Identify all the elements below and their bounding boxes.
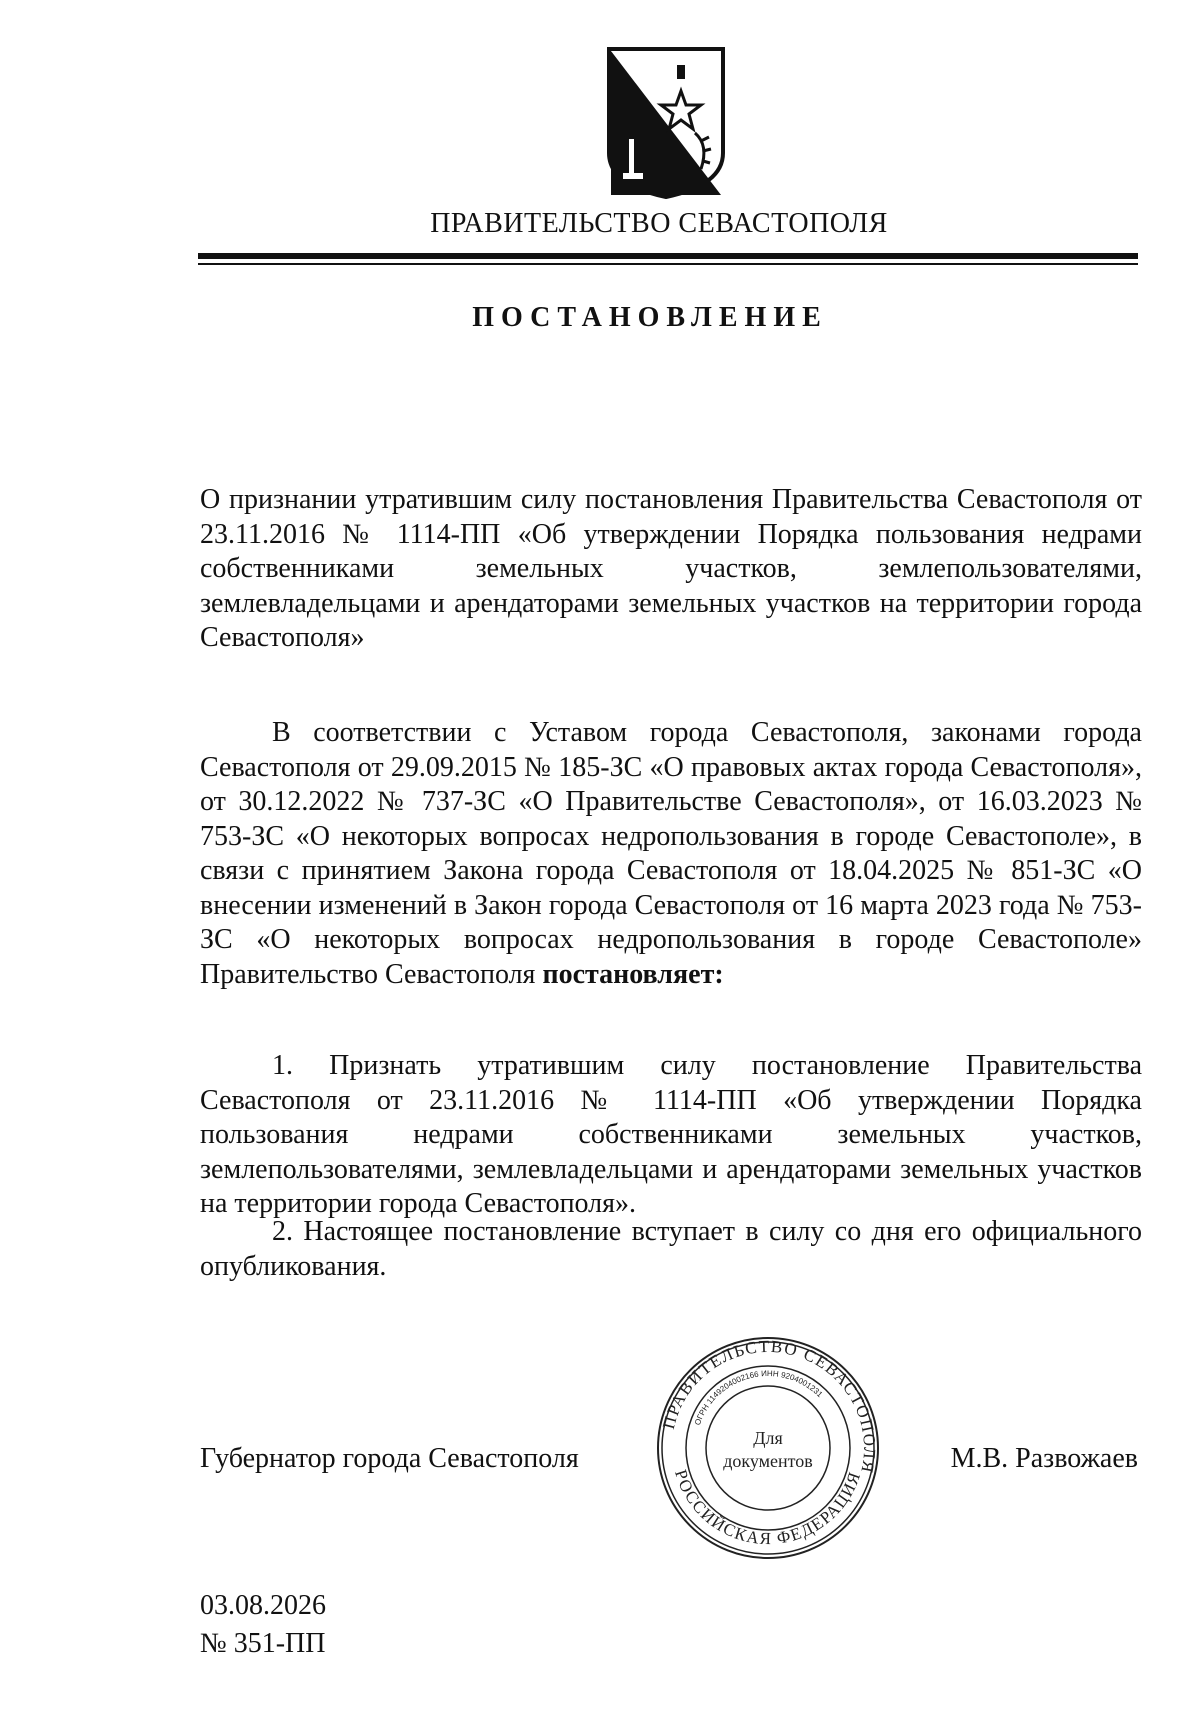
government-title: ПРАВИТЕЛЬСТВО СЕВАСТОПОЛЯ xyxy=(430,208,888,239)
signer-position: Губернатор города Севастополя xyxy=(200,1443,579,1474)
sevastopol-coat-of-arms-icon xyxy=(605,45,727,200)
header-rule-thin xyxy=(198,263,1138,265)
header-rule-thick xyxy=(198,253,1138,259)
resolution-item-text: 2. Настоящее постановление вступает в силу со дня его официального опубликования. xyxy=(200,1216,1142,1282)
preamble-paragraph xyxy=(200,716,1142,992)
preamble-text: В соответствии с Уставом города Севастополя, законами города Севастополя от 29.09.2015 № 185-ЗС «О правовых актах города Севастополя», от 30.12.2022 № 737-ЗС «О Правительстве Севастополя», от 16.03.2023 № 753-ЗС «О некоторых вопросах недропользования в городе Севастополе», в связи с принятием Закона города Севастополя от 18.04.2025 № 851-ЗС «О внесении изменений в Закон города Севастополя от 16 марта 2023 года № 753-ЗС «О некоторых вопросах недропользования в городе Севастополе» Правительство Севастополя xyxy=(200,717,1142,990)
preamble xyxy=(200,716,1142,992)
document-number: № 351-ПП xyxy=(200,1628,326,1659)
resolution-item-text: 1. Признать утратившим силу постановление Правительства Севастополя от 23.11.2016 № 1114-ПП «Об утверждении Порядка пользования недрами собственниками земельных участков, землепользователями, землевладельцами и арендаторами земельных участков на территории города Севастополя». xyxy=(200,1050,1142,1219)
seal-center-line-2: документов xyxy=(723,1451,813,1471)
resolves-word: постановляет: xyxy=(542,958,724,990)
seal-outer-top-text: ПРАВИТЕЛЬСТВО СЕВАСТОПОЛЯ xyxy=(658,1336,880,1476)
seal-inner-ring-text: ОГРН 1149204002166 ИНН 9204001231 xyxy=(692,1368,825,1427)
seal-outer-bottom-text: РОССИЙСКАЯ ФЕДЕРАЦИЯ xyxy=(671,1467,865,1549)
document-subject: О признании утратившим силу постановления Правительства Севастополя от 23.11.2016 № 1114-ПП «Об утверждении Порядка пользования недрами собственниками земельных участков, землепользователями, землевладельцами и арендаторами земельных участков на территории города Севастополя» xyxy=(200,484,1142,653)
document-type-title: ПОСТАНОВЛЕНИЕ xyxy=(472,302,828,333)
signer-name: М.В. Развожаев xyxy=(950,1443,1138,1474)
resolution-item-1 xyxy=(200,1049,1142,1222)
seal-center-line-1: Для xyxy=(753,1428,783,1448)
document-date: 03.08.2026 xyxy=(200,1590,326,1621)
resolution-item-2 xyxy=(200,1215,1142,1284)
official-seal-stamp xyxy=(655,1335,881,1561)
